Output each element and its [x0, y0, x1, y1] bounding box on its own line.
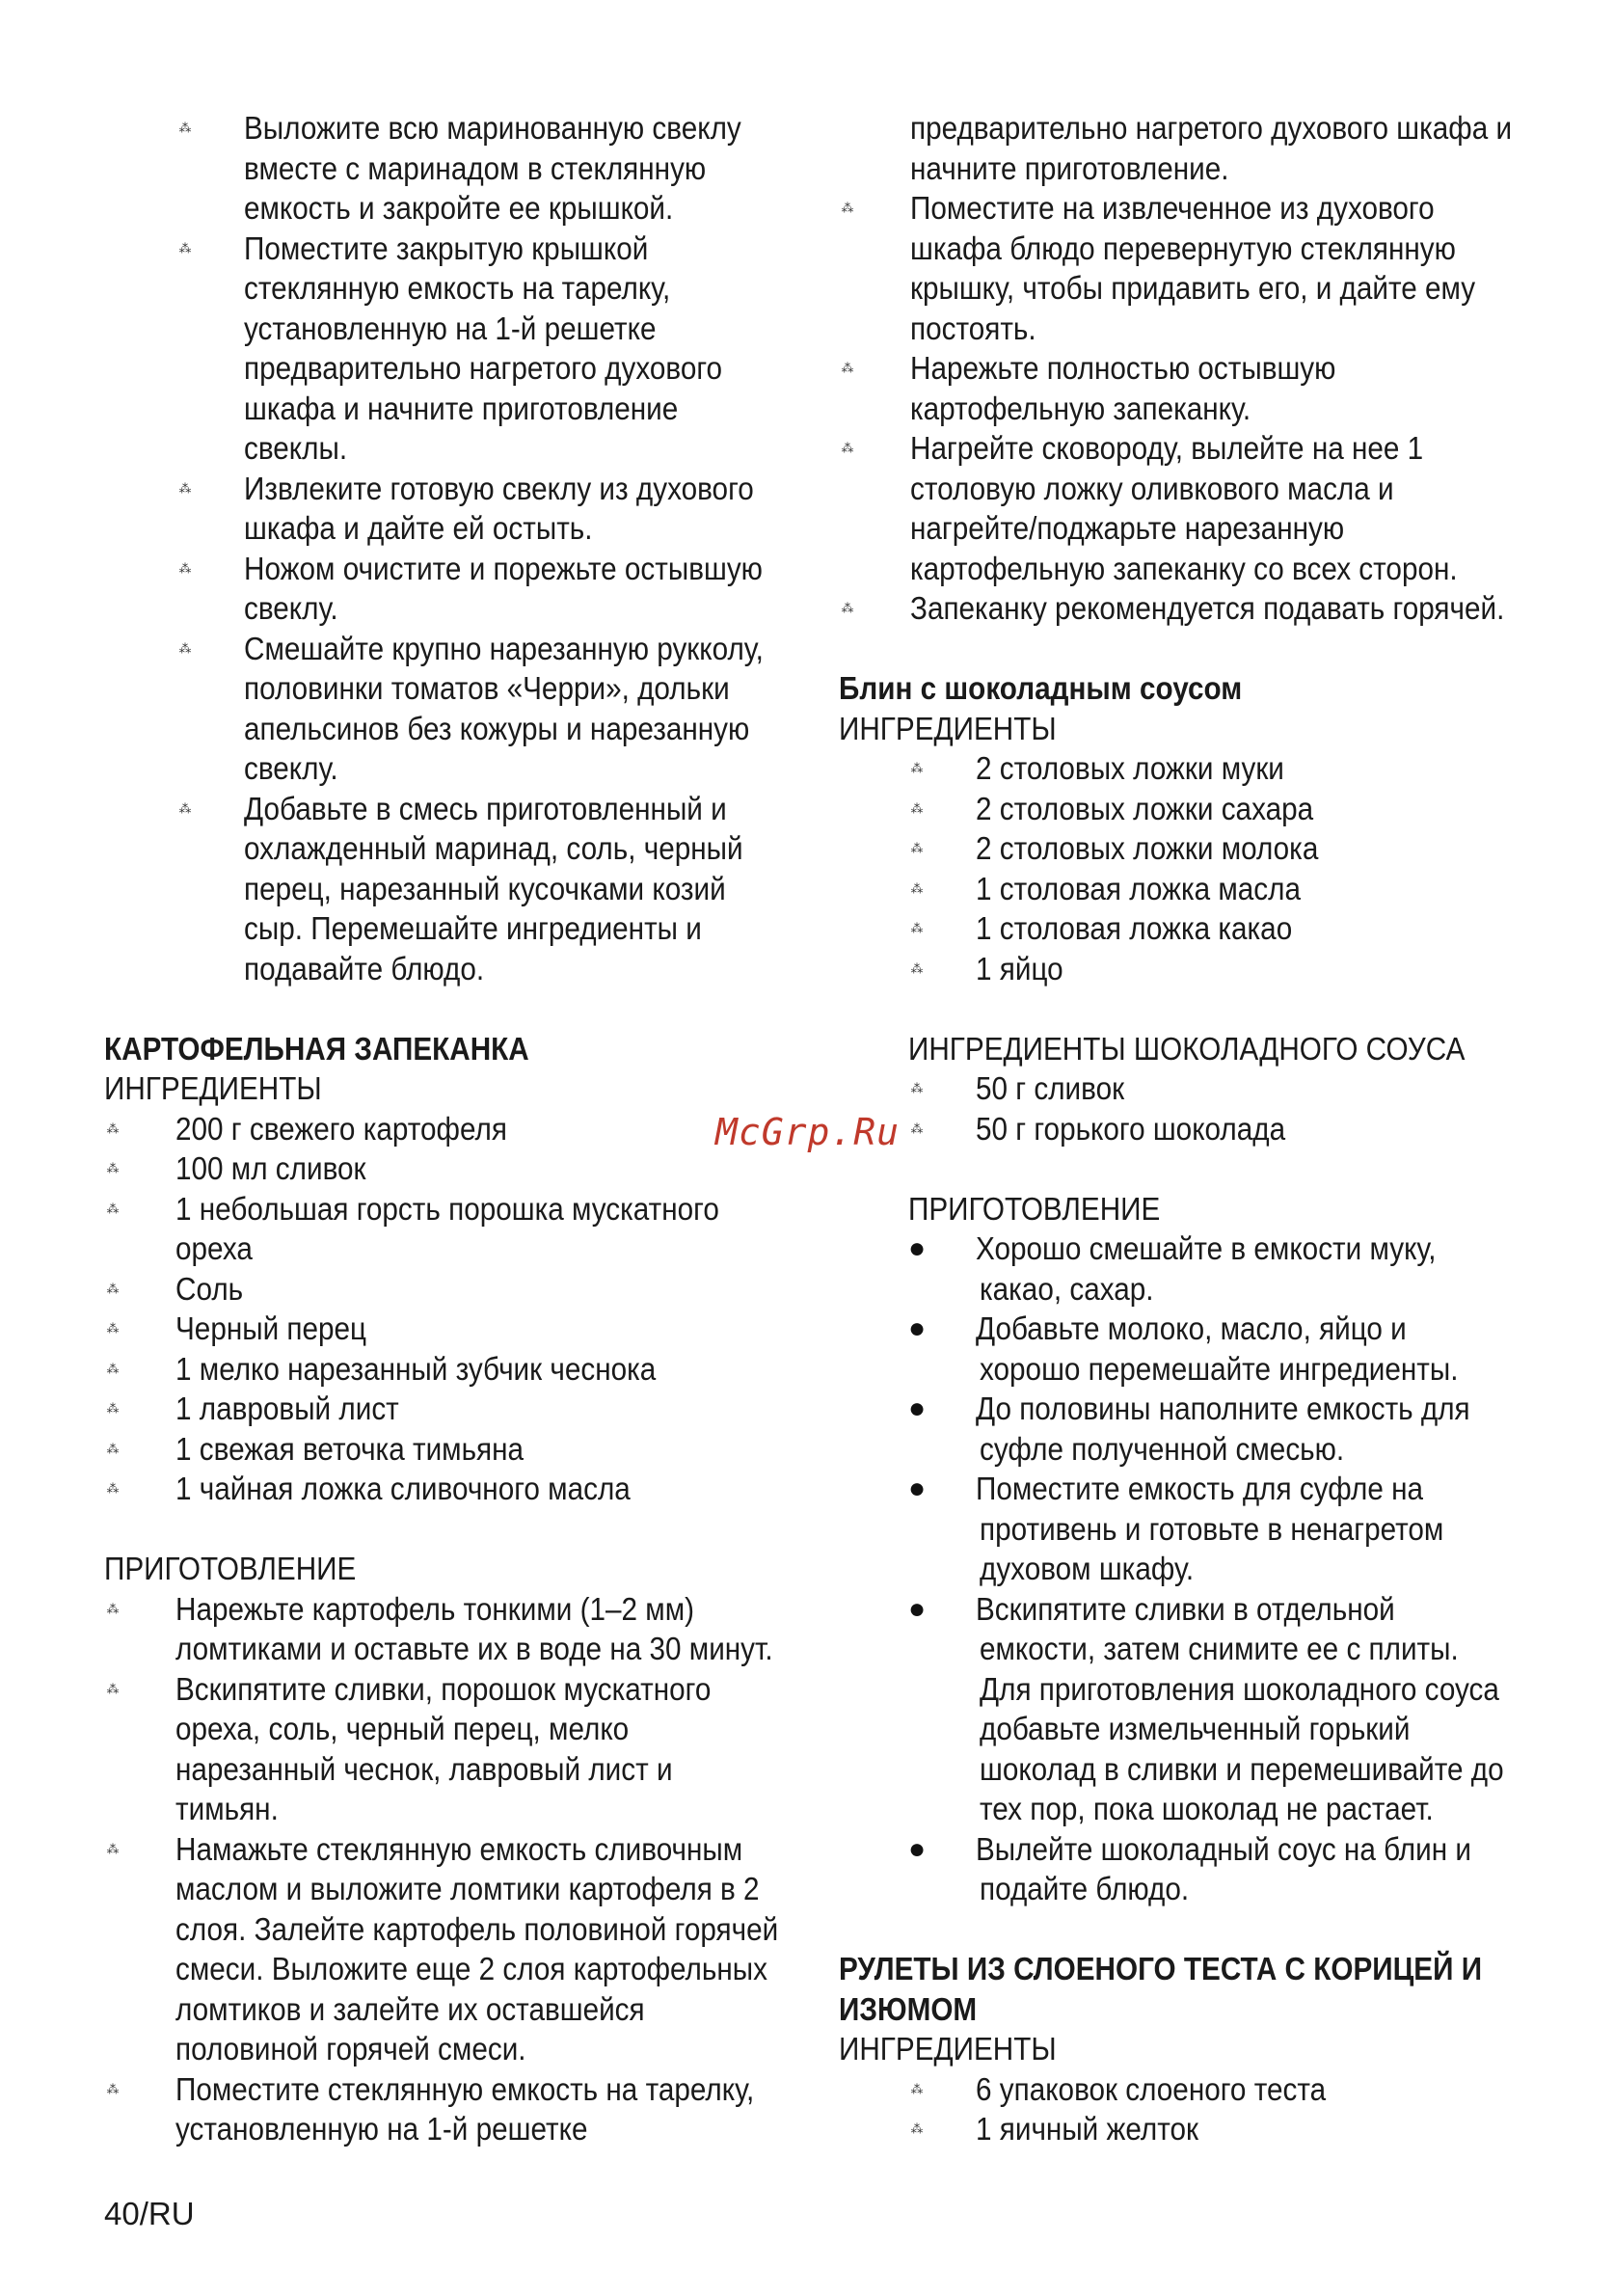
- rolls-title: [839, 1949, 1533, 2029]
- heading-line: ИЗЮМОМ: [839, 1990, 978, 2027]
- list-item-text: нарезанный чеснок, лавровый лист и: [175, 1750, 673, 1787]
- list-item-text: 2 столовых ложки муки: [976, 750, 1284, 786]
- list-item: [839, 428, 1533, 588]
- list-item-text: 50 г сливок: [976, 1070, 1125, 1106]
- list-item: [839, 748, 1533, 789]
- potato-continued-text: [839, 108, 1533, 188]
- heading-line: РУЛЕТЫ ИЗ СЛОЕНОГО ТЕСТА С КОРИЦЕЙ И: [839, 1951, 1483, 1986]
- list-item-text: установленную на 1-й решетке: [175, 2111, 588, 2147]
- bullet-star-icon: ⁂: [106, 1201, 120, 1216]
- list-item-text: маслом и выложите ломтики картофеля в 2: [175, 1871, 760, 1906]
- bullet-star-icon: ⁂: [910, 960, 924, 976]
- bullet-star-icon: ⁂: [178, 480, 192, 496]
- bullet-star-icon: ⁂: [910, 841, 924, 855]
- list-item: [839, 1829, 1533, 1909]
- list-item-text: ореха, соль, черный перец, мелко: [175, 1711, 630, 1746]
- bullet-star-icon: ⁂: [106, 1601, 120, 1616]
- list-item: [104, 229, 798, 469]
- potato-title: КАРТОФЕЛЬНАЯ ЗАПЕКАНКА: [104, 1030, 529, 1067]
- list-item-text: Поместите на извлеченное из духового: [910, 190, 1435, 226]
- list-item-text: Вскипятите сливки, порошок мускатного: [175, 1670, 712, 1707]
- list-item: [104, 1189, 798, 1269]
- list-item: [839, 1068, 1533, 1109]
- bullet-star-icon: ⁂: [910, 2121, 924, 2136]
- list-item-text: слоя. Залейте картофель половиной горячей: [175, 1910, 779, 1947]
- bullet-star-icon: ⁂: [178, 240, 192, 256]
- list-item-text: ореха: [175, 1230, 253, 1266]
- list-item: [104, 1589, 798, 1669]
- list-item-text: 1 яичный желток: [976, 2111, 1199, 2147]
- list-item-text: противень и готовьте в ненагретом: [980, 1510, 1444, 1547]
- list-item: [104, 1429, 798, 1470]
- bullet-star-icon: ⁂: [178, 121, 192, 135]
- bullet-star-icon: ⁂: [910, 800, 924, 816]
- list-item: [839, 1309, 1533, 1389]
- list-item: [839, 1589, 1533, 1829]
- bullet-dot-icon: ●: [908, 1232, 927, 1264]
- bullet-star-icon: ⁂: [106, 1441, 120, 1456]
- beet-steps-list: [104, 108, 798, 988]
- bullet-star-icon: ⁂: [910, 2081, 924, 2096]
- left-column: [104, 108, 798, 2149]
- bullet-star-icon: ⁂: [841, 201, 854, 215]
- list-item: [104, 1669, 798, 1829]
- bullet-star-icon: ⁂: [178, 560, 192, 576]
- bullet-dot-icon: ●: [908, 1312, 927, 1344]
- bullet-star-icon: ⁂: [106, 1161, 120, 1175]
- list-item: [839, 348, 1533, 428]
- bullet-star-icon: ⁂: [910, 1121, 924, 1136]
- bullet-star-icon: ⁂: [841, 601, 854, 615]
- list-item-text: картофельную запеканку со всех сторон.: [910, 550, 1458, 586]
- bullet-star-icon: ⁂: [106, 2081, 120, 2096]
- list-item-text: Ножом очистите и порежьте остывшую: [244, 550, 763, 586]
- bullet-dot-icon: ●: [908, 1832, 927, 1865]
- list-item-text: крышку, чтобы придавить его, и дайте ему: [910, 270, 1476, 306]
- list-item-text: подайте блюдо.: [980, 1871, 1190, 1906]
- bullet-star-icon: ⁂: [106, 1481, 120, 1496]
- rolls-ingredients-list: [839, 2069, 1533, 2149]
- list-item: [104, 1389, 798, 1429]
- list-item-text: 1 яйцо: [976, 950, 1063, 986]
- list-item-text: Для приготовления шоколадного соуса: [980, 1670, 1499, 1707]
- bullet-dot-icon: ●: [908, 1592, 927, 1625]
- list-item-text: предварительно нагретого духового: [244, 350, 723, 386]
- list-item: [104, 2069, 798, 2149]
- list-item-text: До половины наполните емкость для: [976, 1391, 1470, 1426]
- list-item-text: Запеканку рекомендуется подавать горячей.: [910, 590, 1505, 626]
- pancake-ingredients-label: ИНГРЕДИЕНТЫ: [839, 710, 1057, 746]
- list-item: [839, 908, 1533, 949]
- list-item: [839, 789, 1533, 829]
- list-item-text: шкафа и начните приготовление: [244, 390, 679, 426]
- list-item: [104, 1148, 798, 1189]
- list-item-text: 1 небольшая горсть порошка мускатного: [175, 1190, 719, 1227]
- bullet-dot-icon: ●: [908, 1472, 927, 1504]
- list-item-text: Поместите закрытую крышкой: [244, 230, 649, 266]
- pancake-steps-list: [839, 1229, 1533, 1909]
- list-item-text: Извлеките готовую свеклу из духового: [244, 470, 754, 506]
- list-item: [839, 828, 1533, 869]
- list-item: [104, 789, 798, 989]
- list-item: [839, 2109, 1533, 2149]
- list-item-text: ломтиками и оставьте их в воде на 30 минут.: [175, 1631, 773, 1666]
- list-item-text: духовом шкафу.: [980, 1551, 1195, 1586]
- list-item-text: Черный перец: [175, 1310, 367, 1346]
- list-item-text: постоять.: [910, 310, 1036, 346]
- list-item: [839, 1109, 1533, 1149]
- list-item-text: Соль: [175, 1270, 244, 1307]
- text-line: начните приготовление.: [910, 149, 1229, 186]
- list-item-text: Смешайте крупно нарезанную рукколу,: [244, 630, 764, 666]
- list-item: [839, 588, 1533, 629]
- list-item-text: шоколад в сливки и перемешивайте до: [980, 1750, 1504, 1787]
- list-item-text: 1 столовая ложка какао: [976, 910, 1293, 946]
- list-item-text: Добавьте в смесь приготовленный и: [244, 790, 727, 826]
- sauce-ingredients-list: [839, 1068, 1533, 1148]
- list-item-text: 6 упаковок слоеного теста: [976, 2070, 1327, 2107]
- list-item-text: 1 мелко нарезанный зубчик чеснока: [175, 1350, 657, 1387]
- bullet-star-icon: ⁂: [106, 1121, 120, 1136]
- list-item-text: Хорошо смешайте в емкости муку,: [976, 1230, 1437, 1266]
- bullet-star-icon: ⁂: [910, 921, 924, 935]
- list-item-text: шкафа и дайте ей остыть.: [244, 510, 593, 546]
- pancake-ingredients-list: [839, 748, 1533, 988]
- potato-ingredients-list: [104, 1109, 798, 1509]
- text-line: предварительно нагретого духового шкафа и: [910, 110, 1513, 146]
- list-item-text: Вскипятите сливки в отдельной: [976, 1590, 1395, 1627]
- list-item-text: подавайте блюдо.: [244, 950, 485, 986]
- list-item-text: ломтиков и залейте их оставшейся: [175, 1990, 645, 2027]
- list-item-text: 2 столовых ложки молока: [976, 830, 1319, 866]
- list-item-text: емкости, затем снимите ее с плиты.: [980, 1631, 1459, 1666]
- list-item-text: Выложите всю маринованную свеклу: [244, 110, 741, 146]
- list-item-text: 100 мл сливок: [175, 1150, 366, 1186]
- list-item-text: апельсинов без кожуры и нарезанную: [244, 710, 750, 746]
- list-item: [104, 549, 798, 629]
- list-item-text: Нарежьте полностью остывшую: [910, 350, 1336, 386]
- list-item: [104, 1349, 798, 1390]
- bullet-star-icon: ⁂: [910, 761, 924, 775]
- list-item-text: Нарежьте картофель тонкими (1–2 мм): [175, 1590, 695, 1627]
- list-item: [104, 1309, 798, 1349]
- list-item: [839, 949, 1533, 989]
- list-item-text: шкафа блюдо перевернутую стеклянную: [910, 230, 1456, 266]
- list-item-text: Поместите стеклянную емкость на тарелку,: [175, 2070, 755, 2107]
- list-item-text: какао, сахар.: [980, 1270, 1154, 1307]
- list-item-text: Нагрейте сковороду, вылейте на нее 1: [910, 430, 1424, 466]
- bullet-star-icon: ⁂: [106, 1361, 120, 1376]
- list-item-text: 1 лавровый лист: [175, 1391, 399, 1426]
- list-item-text: емкость и закройте ее крышкой.: [244, 190, 674, 226]
- list-item-text: тимьян.: [175, 1791, 279, 1826]
- list-item-text: Намажьте стеклянную емкость сливочным: [175, 1830, 743, 1867]
- list-item-text: стеклянную емкость на тарелку,: [244, 270, 671, 306]
- list-item-text: Добавьте молоко, масло, яйцо и: [976, 1310, 1407, 1346]
- list-item-text: вместе с маринадом в стеклянную: [244, 149, 707, 186]
- bullet-star-icon: ⁂: [106, 1681, 120, 1696]
- list-item-text: половинки томатов «Черри», дольки: [244, 670, 730, 706]
- sauce-ingredients-label: ИНГРЕДИЕНТЫ ШОКОЛАДНОГО СОУСА: [908, 1030, 1466, 1067]
- list-item: [839, 869, 1533, 909]
- watermark: McGrp.Ru: [715, 1111, 901, 1153]
- potato-preparation-label: ПРИГОТОВЛЕНИЕ: [104, 1551, 357, 1586]
- list-item: [839, 1229, 1533, 1309]
- bullet-star-icon: ⁂: [841, 441, 854, 455]
- pancake-preparation-label: ПРИГОТОВЛЕНИЕ: [908, 1190, 1161, 1227]
- list-item: [104, 108, 798, 229]
- list-item-text: охлажденный маринад, соль, черный: [244, 830, 743, 866]
- list-item: [104, 469, 798, 549]
- bullet-star-icon: ⁂: [178, 800, 192, 816]
- list-item-text: суфле полученной смесью.: [980, 1430, 1345, 1467]
- bullet-star-icon: ⁂: [910, 880, 924, 896]
- potato-steps-continued-list: [839, 188, 1533, 629]
- list-item-text: свеклы.: [244, 430, 348, 466]
- bullet-star-icon: ⁂: [106, 1321, 120, 1336]
- list-item-text: установленную на 1-й решетке: [244, 310, 657, 346]
- list-item-text: картофельную запеканку.: [910, 390, 1251, 426]
- list-item: [839, 188, 1533, 348]
- list-item-text: тех пор, пока шоколад не растает.: [980, 1791, 1434, 1826]
- list-item: [104, 1829, 798, 2069]
- list-item-text: хорошо перемешайте ингредиенты.: [980, 1350, 1459, 1387]
- list-item: [839, 1469, 1533, 1589]
- list-item-text: Вылейте шоколадный соус на блин и: [976, 1830, 1471, 1867]
- list-item-text: перец, нарезанный кусочками козий: [244, 870, 726, 906]
- list-item-text: свеклу.: [244, 750, 338, 786]
- list-item-text: 1 чайная ложка сливочного масла: [175, 1471, 631, 1506]
- list-item-text: 1 столовая ложка масла: [976, 870, 1302, 906]
- list-item-text: 50 г горького шоколада: [976, 1110, 1286, 1147]
- right-column: [839, 108, 1533, 2149]
- list-item-text: столовую ложку оливкового масла и: [910, 470, 1394, 506]
- list-item-text: 1 свежая веточка тимьяна: [175, 1430, 525, 1467]
- list-item-text: 200 г свежего картофеля: [175, 1110, 507, 1147]
- rolls-ingredients-label: ИНГРЕДИЕНТЫ: [839, 2031, 1057, 2066]
- list-item-text: половиной горячей смеси.: [175, 2031, 526, 2066]
- list-item-text: нагрейте/поджарьте нарезанную: [910, 510, 1345, 546]
- list-item: [104, 629, 798, 789]
- list-item: [104, 1109, 798, 1149]
- bullet-star-icon: ⁂: [106, 1281, 120, 1296]
- list-item-text: добавьте измельченный горький: [980, 1711, 1411, 1746]
- list-item: [104, 1469, 798, 1509]
- list-item: [839, 1389, 1533, 1469]
- potato-ingredients-label: ИНГРЕДИЕНТЫ: [104, 1070, 322, 1106]
- bullet-star-icon: ⁂: [106, 1401, 120, 1416]
- bullet-dot-icon: ●: [908, 1392, 927, 1424]
- list-item-text: смеси. Выложите еще 2 слоя картофельных: [175, 1951, 767, 1986]
- list-item: [104, 1269, 798, 1310]
- list-item-text: 2 столовых ложки сахара: [976, 790, 1314, 826]
- bullet-star-icon: ⁂: [841, 361, 854, 375]
- list-item-text: Поместите емкость для суфле на: [976, 1471, 1424, 1506]
- bullet-star-icon: ⁂: [910, 1081, 924, 1095]
- bullet-star-icon: ⁂: [178, 640, 192, 656]
- list-item-text: свеклу.: [244, 590, 338, 626]
- page-number: 40/RU: [104, 2196, 195, 2231]
- bullet-star-icon: ⁂: [106, 1841, 120, 1856]
- pancake-title: Блин с шоколадным соусом: [839, 670, 1243, 706]
- potato-steps-list: [104, 1589, 798, 2149]
- list-item: [839, 2069, 1533, 2110]
- list-item-text: сыр. Перемешайте ингредиенты и: [244, 910, 702, 946]
